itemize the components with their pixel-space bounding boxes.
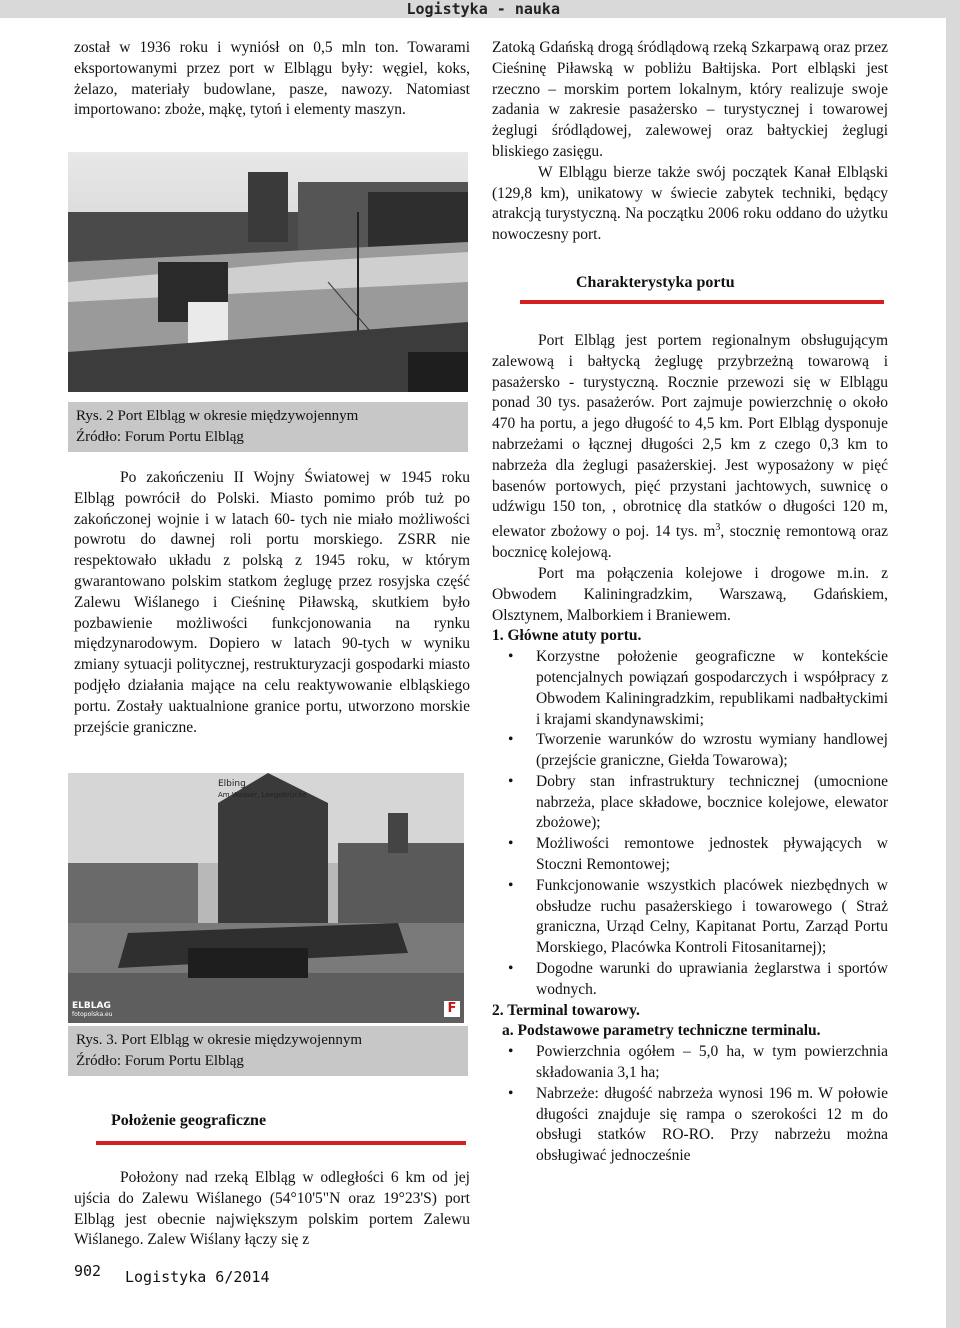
list-item: • Powierzchnia ogółem – 5,0 ha, w tym powierzchnia składowania 3,1 ha; <box>536 1042 888 1084</box>
list-item: • Funkcjonowanie wszystkich placówek niezbędnych w obsłudze ruchu pasażerskiego i towarowego ( Straż graniczna, Urząd Celny, Kapitanat Portu, Zarząd Portu Morskiego, Placówka Kontroli Fitosanitarnej); <box>536 876 888 959</box>
port-description-text: Port Elbląg jest portem regionalnym obsługującym zalewową i bałtycką żeglugę przybrzeżną towarową i pasażersko - turystyczną. Rocznie przewozi się w Elblągu ponad 30 tys. pasażerów. Port zajmuje powierzchnię o około 470 ha portu, a jego długość to 4,5 km. Port Elbląg dysponuje nabrzeżami o łącznej długości 2,5 km z czego 0,3 km to nabrzeża dla żeglugi pasażerskiej. Jest wyposażony w pięć basenów portowych, pięć przystani jachtowych, suwnicę o udźwigu 150 ton, , obrotnicę dla statków o długości 120 m, elewator zbożowy o poj. 14 tys. m <box>492 332 888 541</box>
photo-watermark: ELBLAG <box>72 1001 111 1011</box>
figure-3-title: Rys. 3. Port Elbląg w okresie międzywojennym <box>76 1032 363 1048</box>
left-postwar <box>74 468 470 738</box>
advantages-list <box>492 647 888 1001</box>
page-edge-strip <box>946 18 960 1328</box>
figure-2-source: Źródło: Forum Portu Elbląg <box>76 429 244 445</box>
list-item: • Nabrzeże: długość nabrzeża wynosi 196 m. W połowie długości znajduje się rampa o szerokości 12 m do obsługi statków RO-RO. Przy nabrzeżu można obsługiwać jednocześnie <box>536 1084 888 1167</box>
photo-port-interwar-2 <box>68 773 464 1023</box>
fotopolska-logo-icon: F <box>444 1001 460 1017</box>
running-header: Logistyka - nauka <box>406 0 560 18</box>
figure-2-title: Rys. 2 Port Elbląg w okresie międzywojennym <box>76 408 359 424</box>
right-paragraph-4: Port ma połączenia kolejowe i drogowe m.in. z Obwodem Kaliningradzkim, Warszawą, Gdańskiem, Olsztynem, Malborkiem i Braniewem. <box>492 564 888 624</box>
geo-paragraph: Położony nad rzeką Elbląg w odległości 6 km od jej ujścia do Zalewu Wiślanego (54°10'5"N oraz 19°23'S) port Elbląg jest obecnie największym polskim portem Zalewu Wiślanego. Zalew Wiślany łączy się z <box>74 1169 470 1249</box>
heading-cargo-terminal: 2. Terminal towarowy. <box>492 1001 640 1019</box>
list-item: • Tworzenie warunków do wzrostu wymiany handlowej (przejście graniczne, Giełda Towarowa); <box>536 730 888 772</box>
section-underline-geography <box>96 1141 466 1145</box>
postwar-paragraph: Po zakończeniu II Wojny Światowej w 1945 roku Elbląg powrócił do Polski. Miasto pomimo prób tuż po zakończonej wojnie i w latach 60- tych nie miało możliwości powrotu do dawnej roli portu morskiego. ZSRR nie respektowało układu z polską z 1945 roku, w którym gwarantowano polskim statkom żeglugę przez rosyjska część Zalewu Wiślanego i Cieśninę Piławską, skutkiem było pozbawienie możliwości funkcjonowania na rynku międzynarodowym. Dopiero w latach 90-tych w wyniku zmiany sytuacji politycznej, restrukturyzacji gospodarki miasto podjęło działania mające na celu reaktywowanie elbląskiego portu. Zostały uaktualnione granice portu, utworzono morskie przejście graniczne. <box>74 469 470 736</box>
heading-terminal-params: a. Podstawowe parametry techniczne terminalu. <box>502 1022 821 1040</box>
list-item: • Korzystne położenie geograficzne w kontekście potencjalnych powiązań gospodarczych i współpracy z Obwodem Kaliningradzkim, republikami nadbałtyckimi i krajami skandynawskimi; <box>536 647 888 730</box>
right-paragraph-2: W Elblągu bierze także swój początek Kanał Elbląski (129,8 km), unikatowy w świecie zabytek techniki, będący atrakcją turystyczną. Na początku 2006 roku oddano do użytku nowoczesny port. <box>492 163 888 244</box>
list-item: • Dogodne warunki do uprawiania żeglarstwa i sportów wodnych. <box>536 959 888 1001</box>
heading-main-advantages: 1. Główne atuty portu. <box>492 627 642 645</box>
section-underline-characteristics <box>520 300 884 304</box>
photo-port-interwar-1-image <box>68 152 468 392</box>
section-title-port-characteristics: Charakterystyka portu <box>576 274 735 291</box>
left-intro <box>74 38 470 121</box>
photo-title-elbing: Elbing <box>218 779 246 789</box>
photo-watermark-sub: fotopolska.eu <box>72 1011 113 1018</box>
section-title-geography: Położenie geograficzne <box>111 1112 267 1129</box>
intro-paragraph: został w 1936 roku i wyniósł on 0,5 mln ton. Towarami eksportowanymi przez port w Elblągu były: węgiel, koks, żelazo, materiały budowlane, pasze, nawozy. Natomiast importowano: zboże, mąkę, tytoń i elementy maszyn. <box>74 39 470 119</box>
terminal-params-list <box>492 1042 888 1167</box>
list-item: • Dobry stan infrastruktury technicznej (umocnione nabrzeża, place składowe, bocznice kolejowe, elewator zbożowe); <box>536 772 888 834</box>
left-geo <box>74 1168 470 1251</box>
photo-port-interwar-1 <box>68 152 468 392</box>
port-description-tail: , stocznię remontową oraz bocznicę kolejową. <box>492 523 889 562</box>
page-number: 902 <box>74 1262 102 1280</box>
right-paragraph-1: Zatoką Gdańską drogą śródlądową rzeką Szkarpawą oraz przez Cieśninę Piławską w pobliżu Bałtijska. Port elbląski jest rzeczno – morskim portem lokalnym, który realizuje swoje zadania w zakresie pasażersko – turystycznej i towarowej żeglugi śródlądowej, zalewowej oraz bałtyckiej żeglugi bliskiego zasięgu. <box>492 39 888 160</box>
right-main <box>492 331 888 1167</box>
right-paragraph-3 <box>492 331 888 564</box>
figure-2-caption <box>68 402 468 452</box>
list-item: • Możliwości remontowe jednostek pływających w Stoczni Remontowej; <box>536 834 888 876</box>
photo-subtitle: Am Wasser, Leegebrücke <box>218 791 307 799</box>
right-top <box>492 38 888 246</box>
photo-port-interwar-2-image <box>68 773 464 1023</box>
figure-3-caption <box>68 1026 468 1076</box>
journal-name: Logistyka 6/2014 <box>125 1268 270 1286</box>
figure-3-source: Źródło: Forum Portu Elbląg <box>76 1053 244 1069</box>
cubic-superscript: 3 <box>715 522 721 534</box>
